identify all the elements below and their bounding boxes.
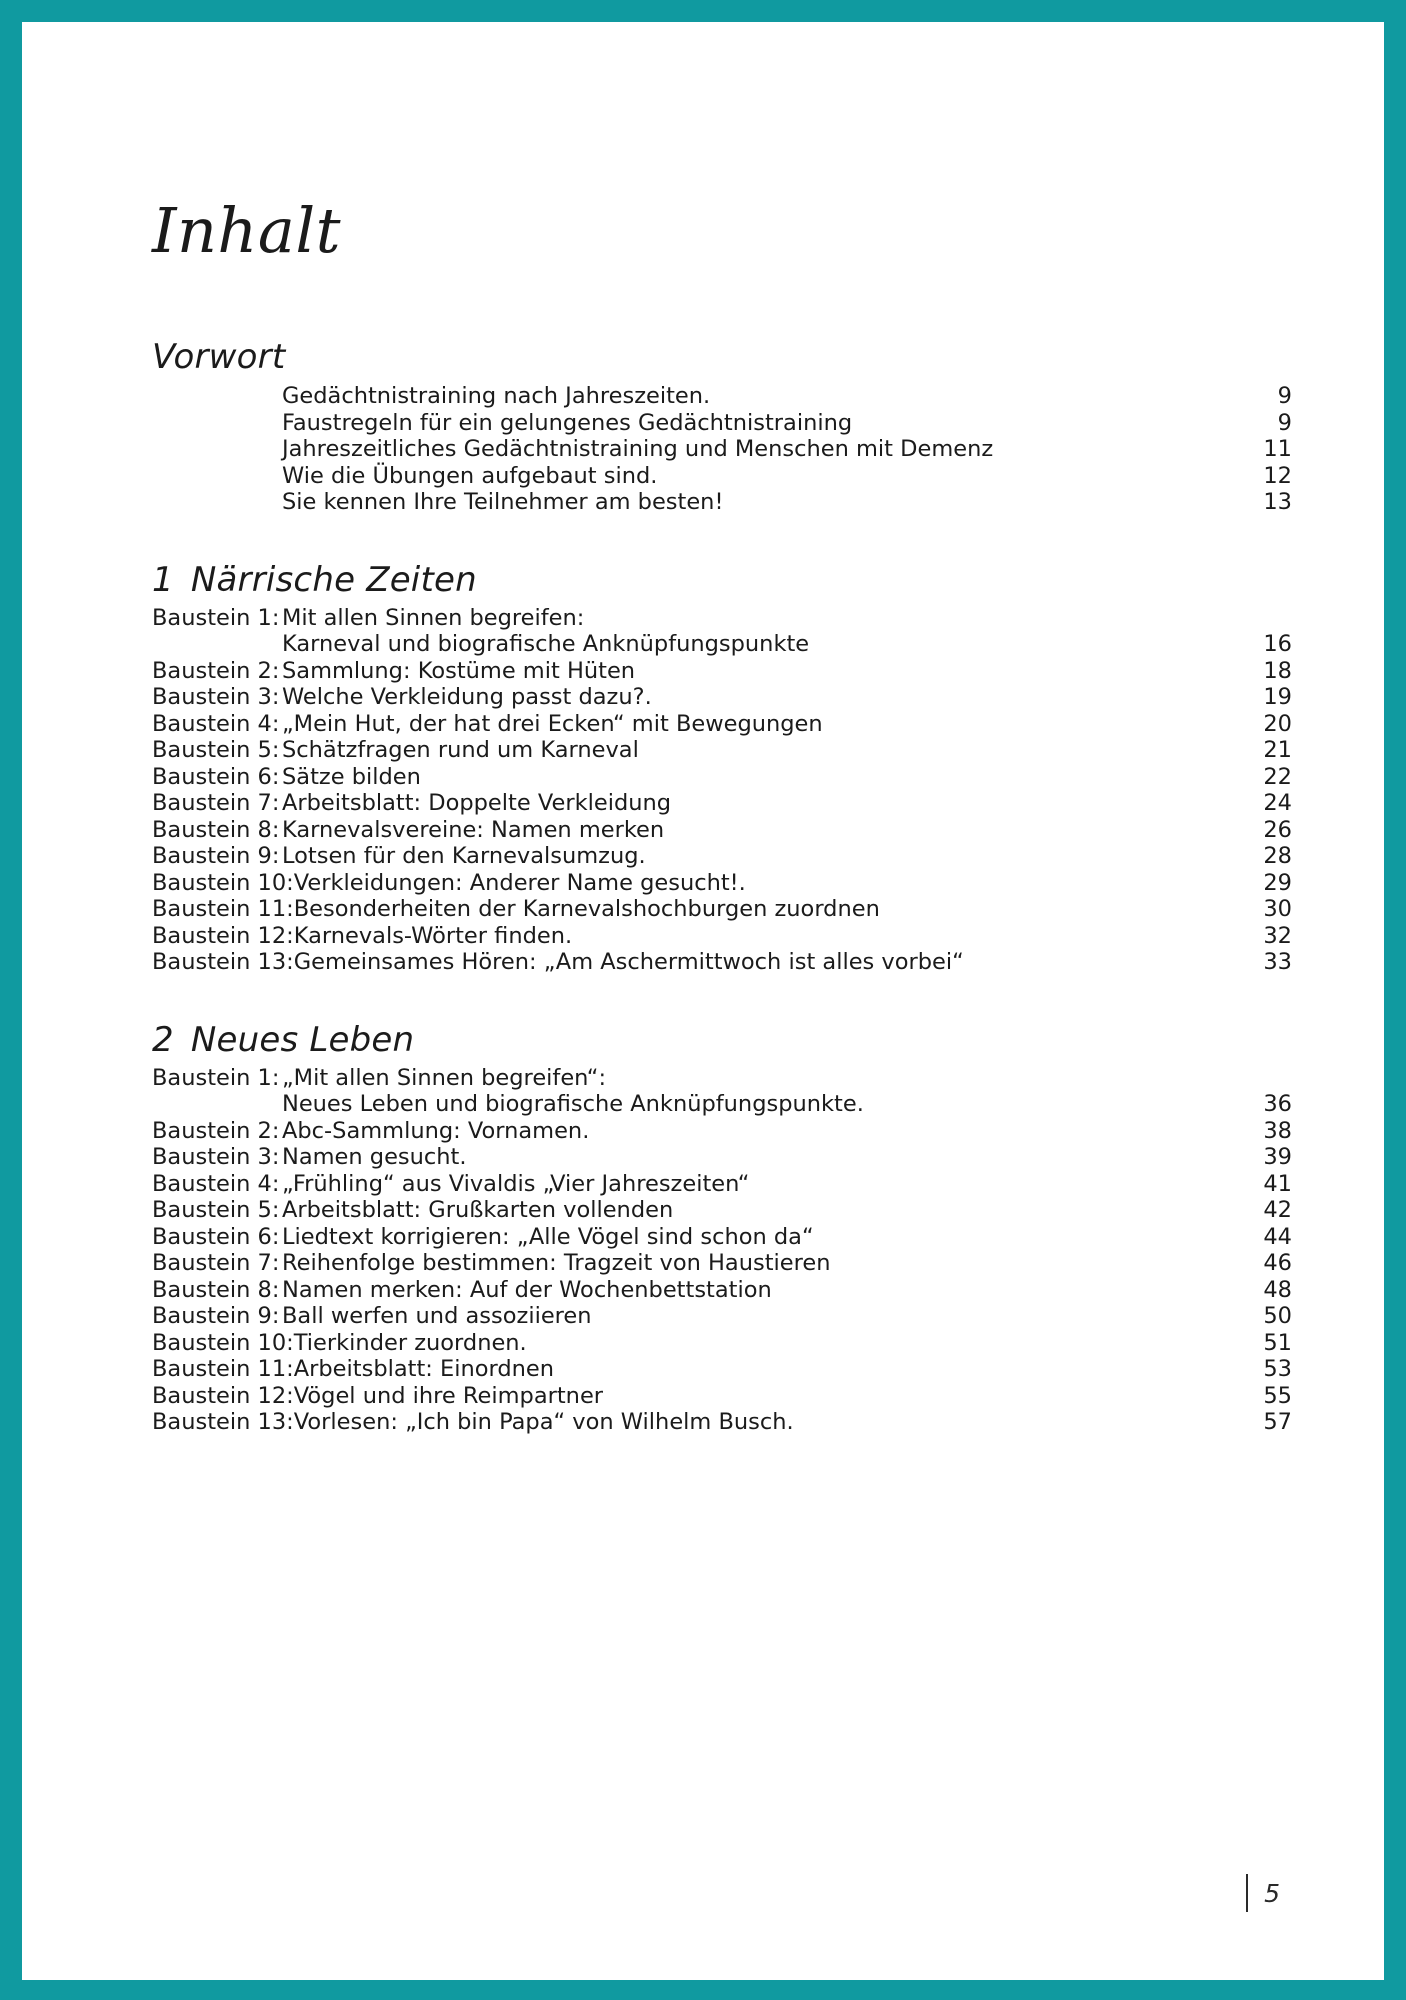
toc-leader-dots xyxy=(611,1084,1258,1085)
toc-entry[interactable] xyxy=(152,1171,1292,1198)
toc-leader-dots xyxy=(715,402,1258,403)
toc-entry-page: 9 xyxy=(1277,409,1292,436)
toc-entry-page: 28 xyxy=(1263,843,1292,870)
toc-entry-page: 22 xyxy=(1263,763,1292,790)
toc-entry-page: 24 xyxy=(1263,790,1292,817)
toc-entry-label: Baustein 10: xyxy=(152,1329,294,1356)
toc-entry-text: „Mit allen Sinnen begreifen“: xyxy=(282,1064,607,1091)
toc-leader-dots xyxy=(577,942,1255,943)
toc-entry[interactable] xyxy=(152,923,1292,950)
toc-entry-page: 9 xyxy=(1277,383,1292,410)
toc-entry-text: Faustregeln für ein gelungenes Gedächtnistraining xyxy=(282,409,853,436)
toc-entry-page: 16 xyxy=(1263,631,1292,658)
toc-entry-page: 20 xyxy=(1263,710,1292,737)
toc-entry-page: 29 xyxy=(1263,869,1292,896)
toc-entry[interactable] xyxy=(152,1383,1292,1410)
toc-leader-dots xyxy=(678,1216,1255,1217)
toc-entry-page: 39 xyxy=(1263,1144,1292,1171)
toc-entry-text: Arbeitsblatt: Doppelte Verkleidung xyxy=(282,790,672,817)
footer-page-number: 5 xyxy=(1264,1878,1280,1908)
toc-entry-text: Wie die Übungen aufgebaut sind. xyxy=(282,462,658,489)
toc-entry-label: Baustein 9: xyxy=(152,843,280,870)
toc-entry[interactable] xyxy=(152,605,1292,632)
page-title: Inhalt xyxy=(152,194,342,267)
toc-entry-text: Vorlesen: „Ich bin Papa“ von Wilhelm Busch. xyxy=(293,1409,794,1436)
toc-entry[interactable] xyxy=(152,817,1292,844)
toc-entry[interactable] xyxy=(152,383,1292,410)
toc-leader-dots xyxy=(597,1322,1256,1323)
toc-entry[interactable] xyxy=(152,1330,1292,1357)
toc-leader-dots xyxy=(676,809,1255,810)
document-page xyxy=(22,22,1384,1980)
toc-entry-text: Arbeitsblatt: Einordnen xyxy=(293,1356,555,1383)
chapter-title: Neues Leben xyxy=(190,1019,415,1060)
toc-entry-text: Gemeinsames Hören: „Am Aschermittwoch ist alles vorbei“ xyxy=(293,949,964,976)
toc-entry[interactable] xyxy=(152,1277,1292,1304)
toc-entry-page: 12 xyxy=(1263,462,1292,489)
toc-entry[interactable] xyxy=(152,1250,1292,1277)
toc-entry-page: 13 xyxy=(1263,489,1292,516)
toc-entry-text: Welche Verkleidung passt dazu?. xyxy=(282,684,652,711)
toc-entry[interactable] xyxy=(152,1197,1292,1224)
toc-entry-label: Baustein 10: xyxy=(152,869,294,896)
toc-entry[interactable] xyxy=(152,1303,1292,1330)
toc-entry[interactable] xyxy=(152,1091,1292,1118)
toc-leader-dots xyxy=(969,968,1256,969)
toc-entry-page: 57 xyxy=(1263,1409,1292,1436)
toc-entry-page: 46 xyxy=(1263,1250,1292,1277)
page-footer xyxy=(1246,1874,1280,1912)
toc-entry-text: Karneval und biografische Anknüpfungspunkte xyxy=(282,631,810,658)
toc-leader-dots xyxy=(426,783,1255,784)
toc-leader-dots xyxy=(777,1296,1256,1297)
toc-leader-dots xyxy=(885,915,1256,916)
toc-entry-page: 42 xyxy=(1263,1197,1292,1224)
toc-entry-text: Vögel und ihre Reimpartner xyxy=(293,1382,604,1409)
toc-entry-page: 21 xyxy=(1263,737,1292,764)
section-heading-vorwort: Vorwort xyxy=(152,337,286,378)
toc-entry-label: Baustein 3: xyxy=(152,684,280,711)
toc-entry[interactable] xyxy=(152,737,1292,764)
toc-entry-text: Neues Leben und biografische Anknüpfungspunkte. xyxy=(282,1091,864,1118)
toc-entry[interactable] xyxy=(152,1224,1292,1251)
toc-entry-text: Namen gesucht. xyxy=(282,1144,467,1171)
toc-entry-page: 32 xyxy=(1263,922,1292,949)
toc-entry[interactable] xyxy=(152,896,1292,923)
toc-leader-dots xyxy=(662,482,1255,483)
chapter-number: 2 xyxy=(152,1019,174,1060)
toc-leader-dots xyxy=(835,1269,1255,1270)
toc-leader-dots xyxy=(751,889,1256,890)
toc-leader-dots xyxy=(998,455,1255,456)
toc-leader-dots xyxy=(799,1428,1256,1429)
toc-entry-page: 26 xyxy=(1263,816,1292,843)
toc-leader-dots xyxy=(640,677,1255,678)
toc-entry-text: Besonderheiten der Karnevalshochburgen zuordnen xyxy=(293,896,880,923)
toc-entry-text: Abc-Sammlung: Vornamen. xyxy=(282,1117,590,1144)
toc-leader-dots xyxy=(594,1137,1255,1138)
toc-entry[interactable] xyxy=(152,410,1292,437)
toc-entry-text: Liedtext korrigieren: „Alle Vögel sind schon da“ xyxy=(282,1223,814,1250)
toc-leader-dots xyxy=(559,1375,1255,1376)
toc-entry-label: Baustein 4: xyxy=(152,1170,280,1197)
toc-entry-text: Reihenfolge bestimmen: Tragzeit von Haustieren xyxy=(282,1250,831,1277)
toc-entry[interactable] xyxy=(152,949,1292,976)
toc-list-chapter-2 xyxy=(152,1065,1292,1436)
toc-entry-text: Tierkinder zuordnen. xyxy=(293,1329,527,1356)
chapter-heading-2 xyxy=(152,1020,1292,1060)
toc-leader-dots xyxy=(728,508,1255,509)
toc-leader-dots xyxy=(669,836,1255,837)
toc-entry-page: 44 xyxy=(1263,1223,1292,1250)
toc-leader-dots xyxy=(869,1110,1256,1111)
toc-entry-page: 38 xyxy=(1263,1117,1292,1144)
toc-leader-dots xyxy=(657,703,1256,704)
toc-entry-label: Baustein 2: xyxy=(152,657,280,684)
toc-entry[interactable] xyxy=(152,489,1292,516)
toc-leader-dots xyxy=(651,862,1256,863)
toc-entry-text: „Mein Hut, der hat drei Ecken“ mit Bewegungen xyxy=(282,710,823,737)
toc-entry-text: Lotsen für den Karnevalsumzug. xyxy=(282,843,646,870)
section-chapter-1 xyxy=(152,560,1292,976)
toc-entry-text: Karnevals-Wörter finden. xyxy=(293,922,573,949)
toc-entry[interactable] xyxy=(152,1065,1292,1092)
toc-entry-page: 36 xyxy=(1263,1091,1292,1118)
section-chapter-2 xyxy=(152,1020,1292,1436)
toc-entry[interactable] xyxy=(152,631,1292,658)
toc-entry-text: Sammlung: Kostüme mit Hüten xyxy=(282,657,636,684)
toc-entry-label: Baustein 7: xyxy=(152,1250,280,1277)
toc-leader-dots xyxy=(644,756,1256,757)
toc-entry-label: Baustein 6: xyxy=(152,763,280,790)
toc-entry[interactable] xyxy=(152,1356,1292,1383)
chapter-number: 1 xyxy=(152,559,174,600)
toc-entry-label: Baustein 11: xyxy=(152,1356,294,1383)
toc-entry[interactable] xyxy=(152,711,1292,738)
toc-entry-label: Baustein 13: xyxy=(152,949,294,976)
toc-entry-text: Karnevalsvereine: Namen merken xyxy=(282,816,665,843)
toc-entry-label: Baustein 8: xyxy=(152,816,280,843)
toc-content xyxy=(152,22,1292,1436)
toc-entry[interactable] xyxy=(152,790,1292,817)
toc-entry-label: Baustein 11: xyxy=(152,896,294,923)
chapter-title: Närrische Zeiten xyxy=(190,559,477,600)
toc-entry-text: „Frühling“ aus Vivaldis „Vier Jahreszeiten“ xyxy=(282,1170,750,1197)
toc-entry[interactable] xyxy=(152,463,1292,490)
toc-entry-page: 50 xyxy=(1263,1303,1292,1330)
toc-entry-page: 19 xyxy=(1263,684,1292,711)
toc-entry[interactable] xyxy=(152,1144,1292,1171)
footer-divider-rule xyxy=(1246,1874,1248,1912)
toc-entry-page: 55 xyxy=(1263,1382,1292,1409)
toc-entry-label: Baustein 6: xyxy=(152,1223,280,1250)
toc-leader-dots xyxy=(857,429,1258,430)
toc-entry-page: 53 xyxy=(1263,1356,1292,1383)
toc-entry-page: 33 xyxy=(1263,949,1292,976)
toc-entry-label: Baustein 2: xyxy=(152,1117,280,1144)
toc-entry[interactable] xyxy=(152,843,1292,870)
toc-entry-text: Jahreszeitliches Gedächtnistraining und Menschen mit Demenz xyxy=(282,436,994,463)
toc-entry[interactable] xyxy=(152,764,1292,791)
toc-entry-page: 18 xyxy=(1263,657,1292,684)
toc-entry-text: Verkleidungen: Anderer Name gesucht!. xyxy=(293,869,746,896)
toc-entry-text: Schätzfragen rund um Karneval xyxy=(282,737,639,764)
toc-entry-text: Gedächtnistraining nach Jahreszeiten. xyxy=(282,383,711,410)
toc-entry-page: 11 xyxy=(1263,436,1292,463)
toc-leader-dots xyxy=(754,1190,1255,1191)
toc-entry-label: Baustein 12: xyxy=(152,922,294,949)
toc-entry[interactable] xyxy=(152,1118,1292,1145)
toc-entry-page: 48 xyxy=(1263,1276,1292,1303)
toc-leader-dots xyxy=(828,730,1256,731)
toc-entry-page: 41 xyxy=(1263,1170,1292,1197)
toc-entry-label: Baustein 12: xyxy=(152,1382,294,1409)
toc-entry[interactable] xyxy=(152,684,1292,711)
toc-entry-label: Baustein 3: xyxy=(152,1144,280,1171)
toc-entry-text: Namen merken: Auf der Wochenbettstation xyxy=(282,1276,772,1303)
toc-entry-label: Baustein 5: xyxy=(152,737,280,764)
toc-entry-text: Mit allen Sinnen begreifen: xyxy=(282,604,585,631)
toc-entry-label: Baustein 7: xyxy=(152,790,280,817)
toc-leader-dots xyxy=(608,1402,1255,1403)
toc-entry-label: Baustein 1: xyxy=(152,1064,280,1091)
chapter-heading-1 xyxy=(152,560,1292,600)
toc-leader-dots xyxy=(472,1163,1256,1164)
toc-entry-text: Ball werfen und assoziieren xyxy=(282,1303,592,1330)
toc-leader-dots xyxy=(532,1349,1256,1350)
toc-entry-label: Baustein 9: xyxy=(152,1303,280,1330)
toc-entry-label: Baustein 5: xyxy=(152,1197,280,1224)
toc-entry-label: Baustein 8: xyxy=(152,1276,280,1303)
toc-entry-text: Sie kennen Ihre Teilnehmer am besten! xyxy=(282,489,724,516)
toc-entry-text: Sätze bilden xyxy=(282,763,421,790)
toc-entry[interactable] xyxy=(152,436,1292,463)
toc-leader-dots xyxy=(589,624,1258,625)
toc-entry-text: Arbeitsblatt: Grußkarten vollenden xyxy=(282,1197,674,1224)
toc-entry[interactable] xyxy=(152,658,1292,685)
toc-entry[interactable] xyxy=(152,870,1292,897)
section-vorwort xyxy=(152,337,1292,516)
toc-leader-dots xyxy=(819,1243,1256,1244)
toc-entry-page: 51 xyxy=(1263,1329,1292,1356)
toc-entry-page: 30 xyxy=(1263,896,1292,923)
toc-entry[interactable] xyxy=(152,1409,1292,1436)
toc-list-vorwort xyxy=(152,383,1292,516)
toc-entry-label: Baustein 1: xyxy=(152,604,280,631)
toc-list-chapter-1 xyxy=(152,605,1292,976)
toc-entry-label: Baustein 13: xyxy=(152,1409,294,1436)
toc-leader-dots xyxy=(814,650,1255,651)
toc-entry-label: Baustein 4: xyxy=(152,710,280,737)
